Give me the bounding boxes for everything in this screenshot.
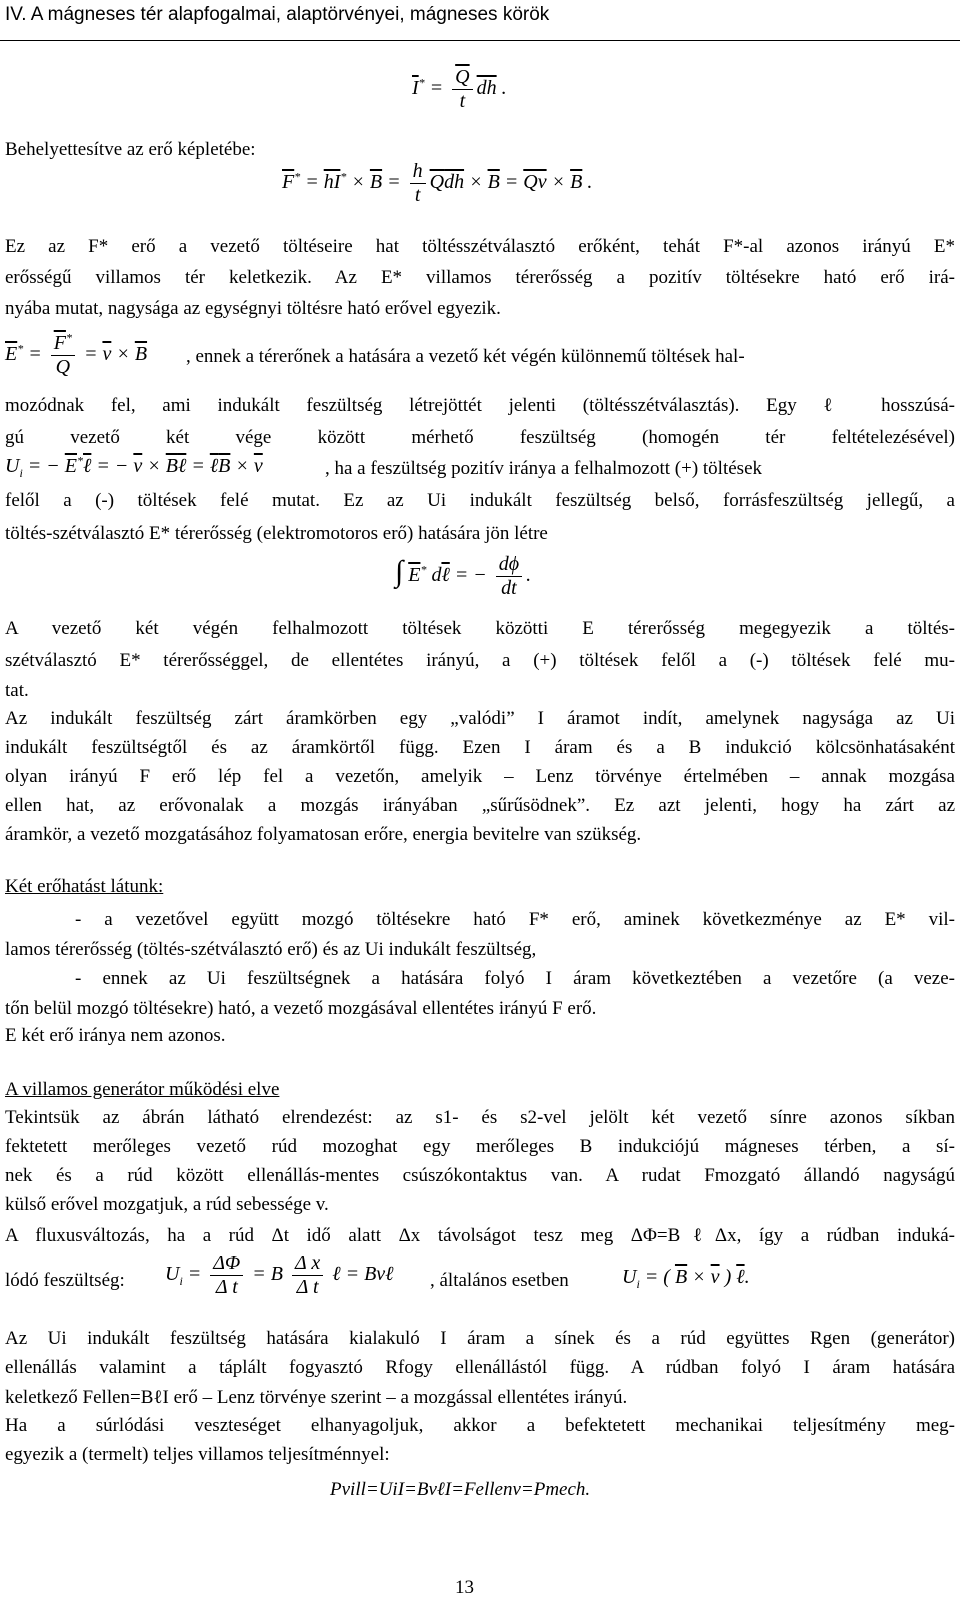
text-line: erősségű villamos tér keletkezik. Az E* villamos térerősség a pozitív töltésekre ható erő irá- [5,267,955,288]
text-line: - ennek az Ui feszültségnek a hatására folyó I áram következtében a vezetőre (a veze- [75,968,955,989]
text-line: tat. [5,680,29,701]
text-line: Ha a súrlódási veszteséget elhanyagoljuk, akkor a befektetett mechanikai teljesítmény meg- [5,1415,955,1436]
text-line: tőn belül mozgó töltésekre) ható, a vezető mozgásával ellentétes irányú F erő. [5,998,597,1019]
text-line: Behelyettesítve az erő képletébe: [5,139,256,160]
text-line: lamos térerősség (töltés-szétválasztó erő) és az Ui indukált feszültség, [5,939,537,960]
text-line: ellenállás valamint a táplált fogyasztó Rfogy ellenállástól függ. A rúdban folyó I áram hatására [5,1357,955,1378]
text-line: keletkező Fellen=BℓI erő – Lenz törvénye szerint – a mozgással ellentétes irányú. [5,1387,628,1408]
text-line: A fluxusváltozás, ha a rúd Δt idő alatt Δx távolságot tesz meg ΔΦ=BℓΔx, így a rúdban induká- [5,1225,955,1246]
text-line: Ez az F* erő a vezető töltéseire hat töltésszétválasztó erőként, tehát F*-al azonos irányú E* [5,236,955,257]
text-line: szétválasztó E* térerősséggel, de ellentétes irányú, a (+) töltések felől a (-) töltések felé mu- [5,650,955,671]
equation-integral: ∫ $\overline{E}^*$ dℓ = − $\frac{d\phi}{dt}$ . [395,553,532,599]
text-line: olyan irányú F erő lép fel a vezetőn, amelyik – Lenz törvénye értelmében – annak mozgása [5,766,955,787]
text-line: áramkör, a vezető mozgatásához folyamatosan erőre, energia bevitelre van szükség. [5,824,642,845]
equation-induced-voltage: $U_i$ = − $\overline{E}^*\ell$ = − $\overline{v}$ × $\overline{B}\ell$ = $\ell\overline{B} \times \overline{v}$ [5,453,263,480]
text-line: mozódnak fel, ami indukált feszültség létrejöttét jelenti (töltésszétválasztás). Egy ℓ hosszúsá- [5,395,955,416]
page-header: IV. A mágneses tér alapfogalmai, alaptörvényei, mágneses körök [5,4,550,25]
text-line: nek és a rúd között ellenállás-mentes csúszókontaktus van. A rudat Fmozgató állandó nagyságú [5,1165,955,1186]
text-line: - a vezetővel együtt mozgó töltésekre ható F* erő, aminek következménye az E* vil- [75,909,955,930]
equation-field: $\overline{E}^*$ = $\frac{\overline{F}^*}{Q}$ = $\overline{v} \times \overline{B}$ [5,330,148,378]
section-heading: Két erőhatást látunk: [5,876,164,897]
text-line: nyába mutat, nagysága az egységnyi töltésre ható erővel egyezik. [5,298,501,319]
equation-power: Pvill=UiI=BvℓI=Fellenv=Pmech. [330,1479,591,1500]
text-line: , általános esetben [430,1270,569,1291]
header-rule [0,40,960,41]
text-line: gú vezető két vége között mérhető feszültség (homogén tér feltételezésével) [5,427,955,448]
text-line: , ennek a térerőnek a hatására a vezető két végén különnemű töltések hal- [186,346,745,367]
text-line: ellen hat, az erővonalak a mozgás irányában „sűrűsödnek”. Ez azt jelenti, hogy ha zárt az [5,795,955,816]
text-line: Az indukált feszültség zárt áramkörben egy „valódi” I áramot indít, amelynek nagysága az Ui [5,708,955,729]
text-line: Az Ui indukált feszültség hatására kialakuló I áram a sínek és a rúd együttes Rgen (generátor) [5,1328,955,1349]
text-line: külső erővel mozgatjuk, a rúd sebessége v. [5,1194,329,1215]
text-line: A vezető két végén felhalmozott töltések közötti E térerősség megegyezik a töltés- [5,618,955,639]
equation-current: $\overline{I}^*$ = $\frac{\overline{Q}}{t}$ $\overline{dh}$ . [412,66,507,112]
text-line: töltés-szétválasztó E* térerősség (elektromotoros erő) hatására jön létre [5,523,548,544]
text-line: indukált feszültségtől és az áramkörtől függ. Ezen I áram és a B indukció kölcsönhatásaként [5,737,955,758]
section-heading: A villamos generátor működési elve [5,1079,280,1100]
text-line: , ha a feszültség pozitív iránya a felhalmozott (+) töltések [325,458,762,479]
equation-generator: $U_i$ = $\frac{\Delta\Phi}{\text{Δ t}}$ = B $\frac{\text{Δ x}}{\text{Δ t}}$ ℓ = Bvℓ [165,1252,394,1298]
text-line: Tekintsük az ábrán látható elrendezést: az s1- és s2-vel jelölt két vezető sínre azonos síkban [5,1107,955,1128]
text-line: egyezik a (termelt) teljes villamos teljesítménnyel: [5,1444,390,1465]
page-number: 13 [455,1577,474,1598]
equation-force: $\overline{F}^* = \overline{hI}^* \times \overline{B}$ = $\frac{h}{t}$ $\overline{Q}\overline{dh} \times \overline{B} = \overline{Qv} \times \overline{B}$ . [282,160,593,206]
text-line: fektetett merőleges vezető rúd mozoghat egy merőleges B indukciójú mágneses térben, a sí- [5,1136,955,1157]
equation-general: $U_i$ = ( $\overline{B} \times \overline{v}$ ) ℓ. [622,1266,750,1291]
text-line: lódó feszültség: [5,1270,125,1291]
text-line: E két erő iránya nem azonos. [5,1025,226,1046]
text-line: felől a (-) töltések felé mutat. Ez az Ui indukált feszültség belső, forrásfeszültség jellegű, a [5,490,955,511]
